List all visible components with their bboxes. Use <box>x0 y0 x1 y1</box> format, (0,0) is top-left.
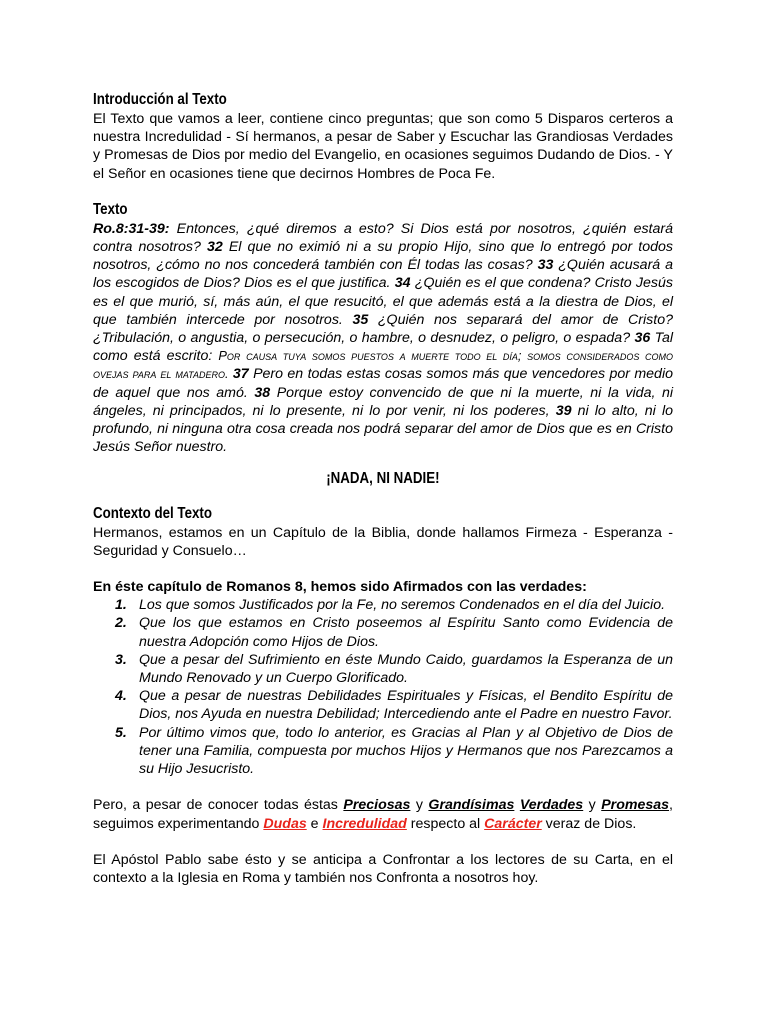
closing-text: respecto al <box>406 815 485 832</box>
verse-text: El que no eximió ni a su propio Hijo, sino que lo entregó por todos nosotros, ¿cómo no nos concederá también con Él todas las cosas? <box>93 239 674 274</box>
verse-number: 33 <box>537 257 554 274</box>
verse-number: 34 <box>394 275 411 292</box>
keyword-grandisimas: Grandísimas <box>428 797 515 814</box>
keyword-verdades: Verdades <box>519 797 584 814</box>
verse-number: 35 <box>352 311 369 328</box>
keyword-incredulidad: Incredulidad <box>322 815 407 832</box>
list-item <box>93 724 673 779</box>
list-number: 5. <box>115 724 127 741</box>
verse-text: ¿Quién nos separará del amor de Cristo? ¿Tribulación, o angustia, o persecución, o hambre, o desnudez, o peligro, o espada? <box>93 311 673 347</box>
list-number: 1. <box>115 597 127 614</box>
verse-text: Tal como está escrito: <box>93 330 673 365</box>
verse-number: 38 <box>254 384 271 401</box>
list-item <box>93 687 673 723</box>
closing-text: veraz de Dios. <box>541 815 637 832</box>
texto-heading: Texto <box>93 200 128 218</box>
truths-list <box>93 596 673 778</box>
closing-text: y <box>583 797 602 814</box>
closing-text: e <box>306 815 323 832</box>
intro-paragraph: El Texto que vamos a leer, contiene cinco preguntas; que son como 5 Disparos certeros a nuestra Incredulidad - Sí hermanos, a pesar de Saber y Escuchar las Grandiosas Verdades y Promesas de Dios por medio del Evangelio, en ocasiones seguimos Dudando de Dios. - Y el Señor en ocasiones tiene que decirnos Hombres de Poca Fe. <box>93 111 673 182</box>
document-content <box>93 90 673 887</box>
list-number: 3. <box>115 651 127 668</box>
contexto-section <box>93 504 673 779</box>
verse-number: 36 <box>634 330 651 347</box>
verse-text: Pero en todas estas cosas somos más que vencedores por medio de aquel que nos amó. <box>93 366 673 401</box>
list-number: 2. <box>115 615 127 632</box>
intro-heading: Introducción al Texto <box>93 91 227 108</box>
verse-text: ¿Quién es el que condena? Cristo Jesús es el que murió, sí, más aún, el que resucitó, el que además está a la diestra de Dios, el que también intercede por nosotros. <box>93 275 673 328</box>
keyword-preciosas: Preciosas <box>343 797 411 814</box>
list-item-text: Los que somos Justificados por la Fe, no seremos Condenados en el día del Juicio. <box>139 597 666 614</box>
verse-text: ¿Quién acusará a los escogidos de Dios? Dios es el que justifica. <box>93 257 674 292</box>
list-number: 4. <box>115 688 127 705</box>
list-item-text: Que a pesar de nuestras Debilidades Espirituales y Físicas, el Bendito Espíritu de Dios, nos Ayuda en nuestra Debilidad; Intercediendo ante el Padre en nuestro Favor. <box>139 688 673 723</box>
center-title-text: ¡NADA, NI NADIE! <box>326 470 440 488</box>
verse-number: 32 <box>206 239 223 256</box>
verse-number: 39 <box>555 402 572 419</box>
intro-section <box>93 90 673 183</box>
texto-section <box>93 200 673 457</box>
verse-text: ni lo alto, ni lo profundo, ni ninguna otra cosa creada nos podrá separar del amor de Dios que es en Cristo Jesús Señor nuestro. <box>93 402 673 456</box>
list-item <box>93 596 673 614</box>
closing-paragraph-2: El Apóstol Pablo sabe ésto y se anticipa a Confrontar a los lectores de su Carta, en el contexto a la Iglesia en Roma y también nos Confronta a nosotros hoy. <box>93 851 673 886</box>
verse-number: 37 <box>232 366 249 383</box>
keyword-dudas: Dudas <box>263 815 307 832</box>
list-item <box>93 614 673 650</box>
center-title <box>93 470 673 488</box>
verse-31-text: Entonces, ¿qué diremos a esto? Si Dios está por nosotros, ¿quién estará contra nosotros? <box>93 220 673 256</box>
contexto-paragraph: Hermanos, estamos en un Capítulo de la Biblia, donde hallamos Firmeza - Esperanza - Seguridad y Consuelo… <box>93 524 673 559</box>
scripture-quote: Por causa tuya somos puestos a muerte todo el día; somos considerados como ovejas para el matadero. <box>93 348 673 382</box>
scripture-paragraph <box>93 220 673 457</box>
verse-text: Porque estoy convencido de que ni la muerte, ni la vida, ni ángeles, ni principados, ni lo presente, ni lo por venir, ni los poderes, <box>93 384 674 419</box>
list-item <box>93 651 673 687</box>
closing-text: Pero, a pesar de conocer todas éstas <box>93 797 344 814</box>
closing-text: y <box>410 797 429 814</box>
list-item-text: Por último vimos que, todo lo anterior, es Gracias al Plan y al Objetivo de Dios de tener una Familia, compuesta por muchos Hijos y Hermanos que nos Parezcamos a su Hijo Jesucristo. <box>139 724 673 778</box>
list-item-text: Que los que estamos en Cristo poseemos al Espíritu Santo como Evidencia de nuestra Adopción como Hijos de Dios. <box>139 615 673 650</box>
closing-paragraph-1 <box>93 796 673 832</box>
contexto-heading: Contexto del Texto <box>93 504 212 522</box>
keyword-caracter: Carácter <box>484 815 542 832</box>
scripture-reference: Ro.8:31-39: <box>93 220 170 237</box>
list-item-text: Que a pesar del Sufrimiento en éste Mundo Caido, guardamos la Esperanza de un Mundo Renovado y un Cuerpo Glorificado. <box>139 651 673 687</box>
closing-text: , seguimos experimentando <box>93 797 673 832</box>
truths-lead: En éste capítulo de Romanos 8, hemos sido Afirmados con las verdades: <box>93 579 587 596</box>
keyword-promesas: Promesas <box>601 797 670 814</box>
